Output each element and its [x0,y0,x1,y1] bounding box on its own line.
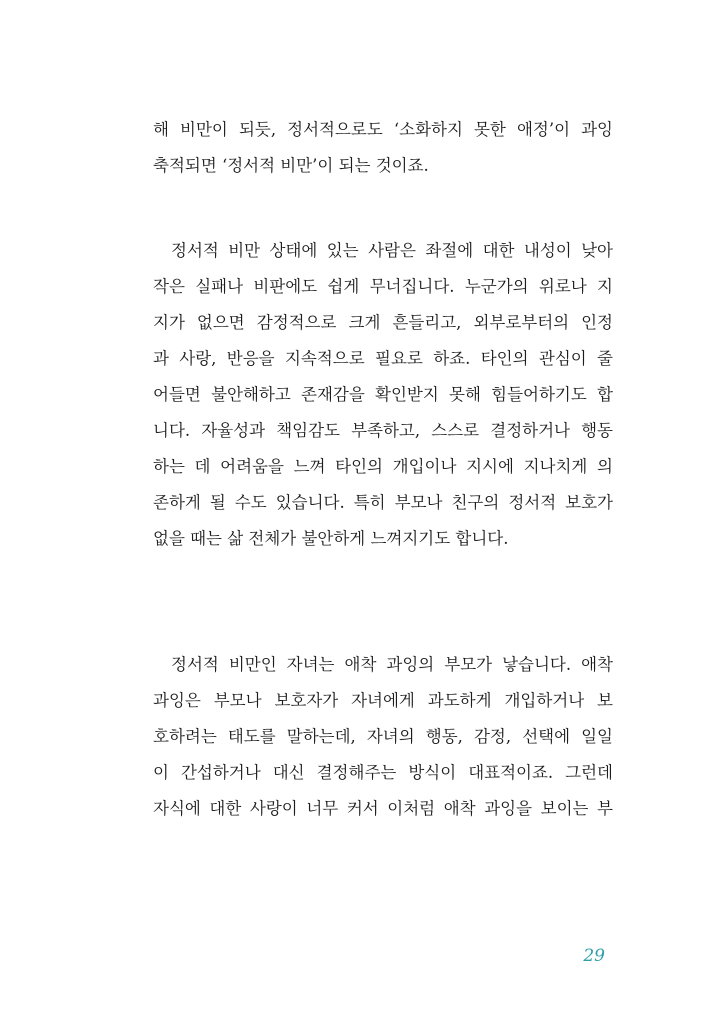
paragraph-line: 정서적 비만 상태에 있는 사람은 좌절에 대한 내성이 낮아 [171,241,613,260]
paragraph-line: 없을 때는 삶 전체가 불안하게 느껴지기도 합니다. [153,529,509,548]
paragraph-line: 해 비만이 되듯, 정서적으로도 ‘소화하지 못한 애정’이 과잉 [153,120,613,139]
paragraph-line: 지가 없으면 감정적으로 크게 흔들리고, 외부로부터의 인정 [153,313,613,332]
paragraph-2 [153,233,613,557]
paragraph-line: 존하게 될 수도 있습니다. 특히 부모나 친구의 정서적 보호가 [153,493,613,512]
paragraph-line: 이 간섭하거나 대신 결정해주는 방식이 대표적이죠. 그런데 [153,763,613,782]
paragraph-line: 정서적 비만인 자녀는 애착 과잉의 부모가 낳습니다. 애착 [171,655,613,674]
paragraph-3 [153,647,613,827]
page-number: 29 [583,946,605,966]
paragraph-line: 자식에 대한 사랑이 너무 커서 이처럼 애착 과잉을 보이는 부 [153,799,613,818]
paragraph-line: 호하려는 태도를 말하는데, 자녀의 행동, 감정, 선택에 일일 [153,727,613,746]
paragraph-line: 니다. 자율성과 책임감도 부족하고, 스스로 결정하거나 행동 [153,421,613,440]
paragraph-line: 축적되면 ‘정서적 비만’이 되는 것이죠. [153,156,429,175]
paragraph-1 [153,112,613,184]
paragraph-line: 과잉은 부모나 보호자가 자녀에게 과도하게 개입하거나 보 [153,691,613,710]
paragraph-line: 작은 실패나 비판에도 쉽게 무너집니다. 누군가의 위로나 지 [153,277,613,296]
paragraph-line: 어들면 불안해하고 존재감을 확인받지 못해 힘들어하기도 합 [153,385,613,404]
paragraph-line: 과 사랑, 반응을 지속적으로 필요로 하죠. 타인의 관심이 줄 [153,349,613,368]
paragraph-line: 하는 데 어려움을 느껴 타인의 개입이나 지시에 지나치게 의 [153,457,613,476]
